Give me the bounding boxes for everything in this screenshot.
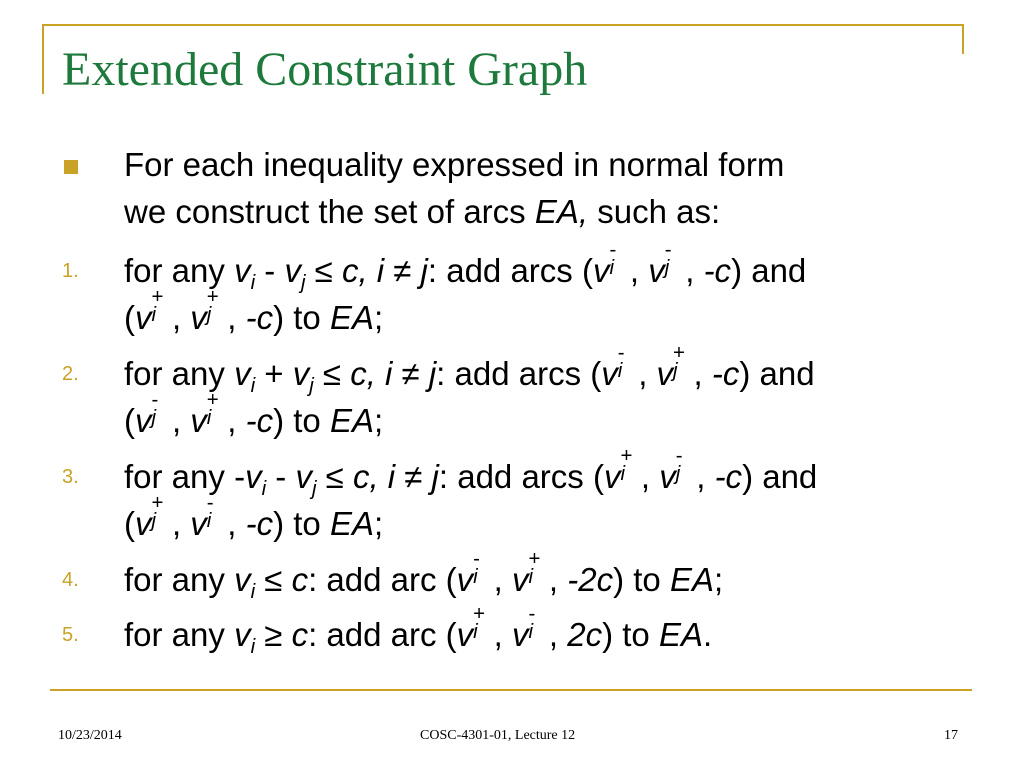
weight: -c (711, 355, 740, 392)
var-v: v (592, 252, 610, 289)
var-v: v (190, 505, 207, 542)
var-v: v (656, 355, 674, 392)
rule-text: for any (124, 561, 235, 598)
rule-text: ) to (602, 616, 659, 653)
var-v: v (603, 458, 621, 495)
rule-1-line-2 (124, 285, 384, 337)
rule-4-line-1 (124, 547, 724, 603)
comma: , (629, 252, 649, 289)
var-v: v (456, 616, 474, 653)
comma: , (493, 561, 512, 598)
var-v: v (659, 458, 676, 495)
rule-text: : add arc ( (308, 561, 457, 598)
set-ea: EA (329, 505, 374, 542)
comma: , (493, 616, 512, 653)
weight: 2c (567, 616, 603, 653)
rule-text: : add arc ( (308, 616, 457, 653)
semicolon: ; (373, 505, 384, 542)
set-ea: EA (658, 616, 703, 653)
index-i: i (250, 373, 256, 397)
paren: ( (124, 299, 135, 336)
condition: c, i ≠ j (350, 355, 437, 392)
index-i: i (609, 255, 615, 279)
comma: , (640, 458, 660, 495)
condition: c, i ≠ j (352, 458, 439, 495)
footer-divider (50, 689, 972, 691)
var-v: v (190, 299, 207, 336)
slide-frame-left (42, 24, 44, 94)
sup-minus: - (151, 388, 159, 412)
var-v: v (135, 505, 152, 542)
paren: ( (124, 402, 135, 439)
rule-text: for any (124, 252, 235, 289)
intro-line-1 (124, 146, 784, 184)
index-j: j (675, 461, 681, 485)
sup-minus: - (664, 238, 672, 262)
var-v: v (648, 252, 665, 289)
rule-text: : add arcs ( (427, 252, 593, 289)
sup-plus: + (206, 285, 219, 309)
var-v: v (234, 616, 251, 653)
rule-text: for any (124, 616, 235, 653)
rule-1-line-1 (124, 238, 807, 294)
var-v: v (511, 561, 529, 598)
comma: , (548, 616, 568, 653)
sup-minus: - (473, 547, 480, 571)
sup-minus: - (617, 341, 625, 365)
var-v: v (190, 402, 207, 439)
index-i: i (261, 476, 267, 500)
slide-title: Extended Constraint Graph (62, 43, 588, 96)
index-i: i (473, 619, 478, 643)
index-i: i (206, 405, 212, 429)
rule-text: ) and (742, 458, 818, 495)
weight: -c (245, 505, 274, 542)
index-i: i (528, 619, 533, 643)
rule-text: ) and (739, 355, 815, 392)
weight: -c (703, 252, 732, 289)
rule-text: ) to (613, 561, 670, 598)
rule-number-3: 3. (62, 466, 79, 488)
set-ea: EA (669, 561, 714, 598)
sup-minus: - (528, 602, 536, 626)
index-i: i (206, 508, 212, 532)
rule-text: : add arcs ( (436, 355, 602, 392)
index-i: i (617, 358, 623, 382)
footer-course: COSC-4301-01, Lecture 12 (420, 728, 576, 743)
index-i: i (528, 564, 533, 588)
rule-3-line-2 (124, 491, 384, 543)
op-minus: - (266, 458, 296, 495)
comma: , (227, 402, 246, 439)
op-minus: - (255, 252, 285, 289)
paren: ( (124, 505, 135, 542)
rule-2-line-2 (124, 388, 384, 440)
comma: , (171, 505, 191, 542)
rule-2-line-1 (124, 341, 815, 397)
sup-plus: + (620, 444, 633, 468)
rule-text: for any (124, 458, 235, 495)
index-j: j (151, 405, 157, 429)
var-v: v (245, 458, 262, 495)
sup-plus: + (151, 491, 164, 515)
var-v: v (601, 355, 618, 392)
comma: , (227, 505, 246, 542)
var-v: v (511, 616, 529, 653)
intro-line-2 (124, 193, 720, 231)
index-j: j (309, 373, 314, 397)
const-c: c (291, 616, 309, 653)
index-i: i (620, 461, 626, 485)
slide-frame-top (42, 24, 964, 26)
sup-plus: + (673, 341, 685, 365)
rule-text: ) to (273, 402, 330, 439)
slide-frame-right (962, 24, 964, 54)
var-v: v (234, 561, 251, 598)
op-leq: ≤ (316, 458, 353, 495)
rule-3-line-1 (124, 444, 818, 500)
index-j: j (673, 358, 678, 382)
var-v: v (135, 299, 152, 336)
index-j: j (206, 302, 212, 326)
index-j: j (311, 476, 317, 500)
comma: , (696, 458, 715, 495)
var-v: v (234, 355, 251, 392)
footer-page-number: 17 (944, 728, 958, 743)
set-ea: EA (329, 402, 374, 439)
period: . (702, 616, 713, 653)
rule-text: for any (124, 355, 235, 392)
semicolon: ; (373, 402, 384, 439)
sup-plus: + (473, 602, 486, 626)
sup-minus: - (609, 238, 617, 262)
index-i: i (473, 564, 478, 588)
op-plus: + (255, 355, 293, 392)
var-v: v (295, 458, 312, 495)
weight: -2c (567, 561, 614, 598)
weight: -c (245, 299, 274, 336)
comma: , (548, 561, 568, 598)
var-v: v (456, 561, 474, 598)
const-c: c (291, 561, 309, 598)
rule-text: ) and (731, 252, 807, 289)
op-leq: ≤ (305, 252, 342, 289)
var-v: v (234, 252, 251, 289)
index-j: j (300, 270, 306, 294)
set-ea: EA (329, 299, 374, 336)
sup-plus: + (206, 388, 219, 412)
semicolon: ; (373, 299, 384, 336)
weight: -c (714, 458, 743, 495)
intro-text-1: For each inequality expressed in normal form (124, 146, 785, 183)
rule-text: ) to (273, 299, 330, 336)
var-v: v (292, 355, 310, 392)
semicolon: ; (713, 561, 724, 598)
comma: , (227, 299, 246, 336)
intro-text-2a: we construct the set of arcs (124, 193, 535, 230)
comma: , (171, 299, 191, 336)
sup-minus: - (675, 444, 683, 468)
comma: , (638, 355, 657, 392)
sup-plus: + (528, 547, 541, 571)
rule-number-4: 4. (62, 569, 79, 591)
rule-number-5: 5. (62, 624, 79, 646)
op-geq: ≥ (255, 616, 292, 653)
comma: , (171, 402, 191, 439)
footer-date: 10/23/2014 (58, 728, 122, 743)
intro-text-2b: such as: (588, 193, 721, 230)
rule-text: : add arcs ( (438, 458, 604, 495)
index-j: j (151, 508, 157, 532)
sup-minus: - (206, 491, 214, 515)
op-negate: - (234, 458, 246, 495)
var-v: v (135, 402, 152, 439)
square-bullet-icon (64, 160, 78, 174)
index-i: i (151, 302, 157, 326)
comma: , (685, 252, 704, 289)
index-i: i (250, 634, 256, 658)
var-v: v (284, 252, 301, 289)
condition: c, i ≠ j (341, 252, 428, 289)
comma: , (693, 355, 712, 392)
intro-ea: EA, (534, 193, 589, 230)
rule-text: ) to (273, 505, 330, 542)
op-leq: ≤ (313, 355, 351, 392)
index-j: j (664, 255, 670, 279)
op-leq: ≤ (255, 561, 292, 598)
rule-number-2: 2. (62, 363, 79, 385)
sup-plus: + (151, 285, 164, 309)
weight: -c (245, 402, 274, 439)
index-i: i (250, 579, 256, 603)
rule-number-1: 1. (62, 260, 79, 282)
rule-5-line-1 (124, 602, 713, 658)
index-i: i (250, 270, 256, 294)
